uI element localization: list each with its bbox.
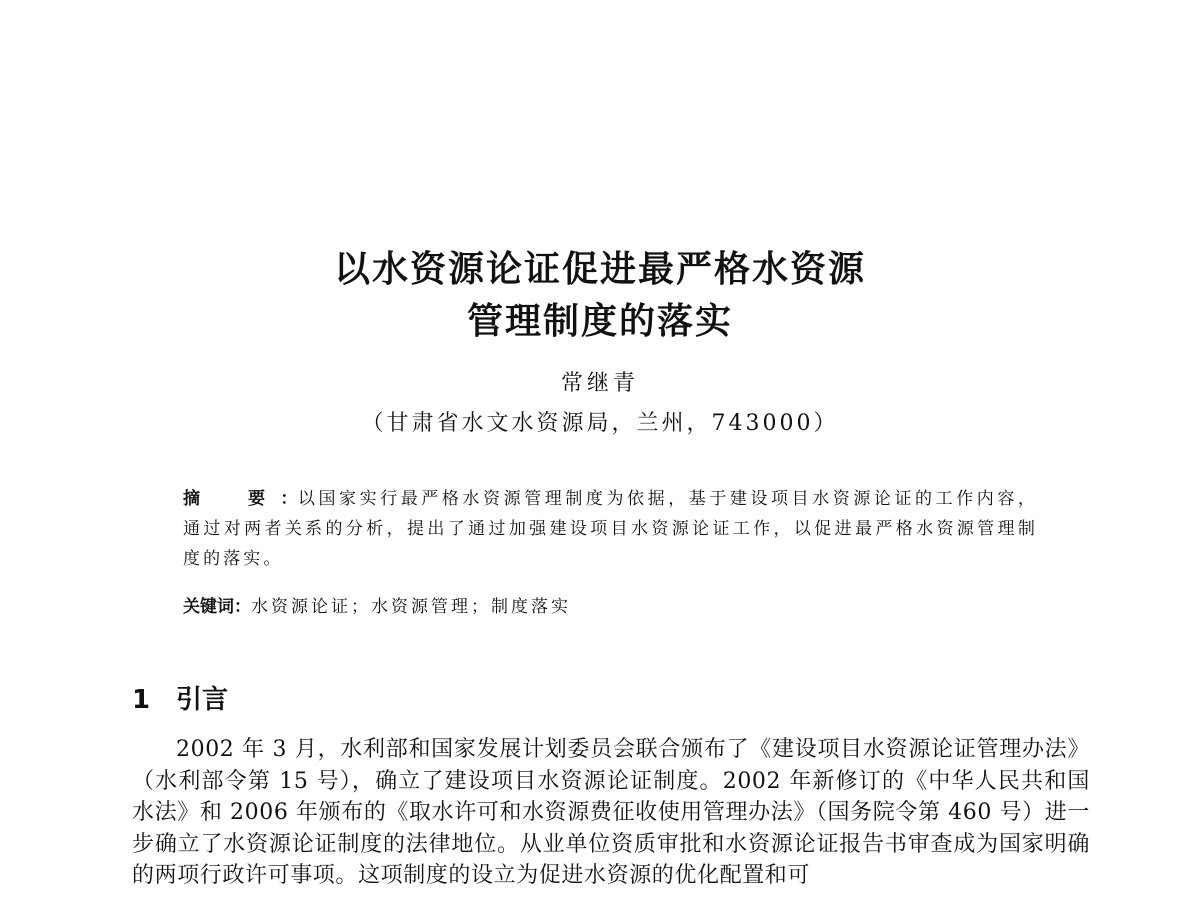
keywords-text: 水资源论证；水资源管理；制度落实: [251, 597, 571, 617]
title-line-2: 管理制度的落实: [466, 301, 733, 342]
author-name: 常继青: [560, 371, 639, 396]
abstract-label-separator: ：: [280, 489, 298, 509]
section-title: 引言: [176, 685, 229, 715]
abstract: [183, 484, 1038, 574]
abstract-label: 摘 要: [183, 489, 281, 509]
keywords-label: 关键词: [183, 597, 234, 617]
section-number: 1: [132, 685, 151, 715]
paper-title: [0, 244, 1200, 348]
keywords: [183, 592, 1038, 622]
keywords-label-separator: ：: [234, 597, 251, 617]
title-line-1: 以水资源论证促进最严格水资源: [333, 249, 866, 290]
author-affiliation: （甘肃省水文水资源局，兰州，743000）: [361, 411, 839, 436]
body-paragraph: 2002 年 3 月，水利部和国家发展计划委员会联合颁布了《建设项目水资源论证管理办法》（水利部令第 15 号），确立了建设项目水资源论证制度。2002 年新修订的《中华人民共和国水法》和 2006 年颁布的《取水许可和水资源费征收使用管理办法》（国务院令第 460 号）进一步确立了水资源论证制度的法律地位。从业单位资质审批和水资源论证报告书审查成为国家明确的两项行政许可事项。这项制度的设立为促进水资源的优化配置和可: [132, 737, 1090, 888]
section-heading-introduction: [132, 682, 228, 718]
abstract-text: 以国家实行最严格水资源管理制度为依据，基于建设项目水资源论证的工作内容，通过对两者关系的分析，提出了通过加强建设项目水资源论证工作，以促进最严格水资源管理制度的落实。: [183, 489, 1039, 569]
